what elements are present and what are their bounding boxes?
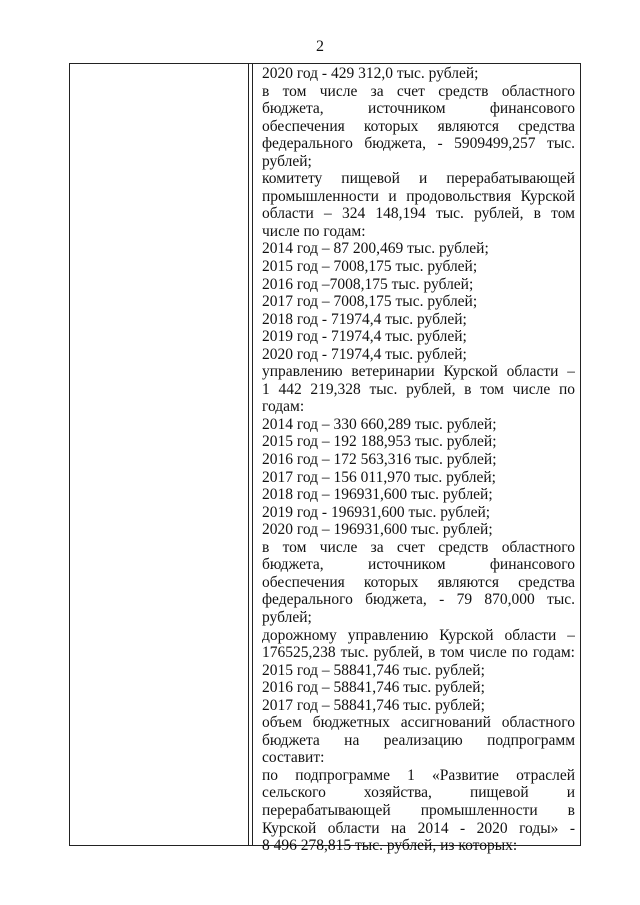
text-line: 2015 год – 7008,175 тыс. рублей; [262,258,478,276]
text-line: обеспечения которых являются средства [262,573,575,591]
text-line: промышленности и продовольствия Курской [262,187,575,205]
text-line: федерального бюджета, - 5909499,257 тыс. [262,135,575,153]
text-line: федерального бюджета, - 79 870,000 тыс. [262,591,575,609]
text-line: 2015 год – 192 188,953 тыс. рублей; [262,433,497,451]
text-line: комитету пищевой и перерабатывающей [262,170,575,188]
text-line: составит: [262,749,325,767]
text-line: 2016 год – 172 563,316 тыс. рублей; [262,451,497,469]
text-line: 2019 год - 71974,4 тыс. рублей; [262,328,467,346]
text-line: годам: [262,398,305,416]
text-line: 2017 год – 7008,175 тыс. рублей; [262,293,478,311]
column-divider-outer [248,64,249,845]
text-line: числе по годам: [262,222,366,240]
text-line: 2017 год – 156 011,970 тыс. рублей; [262,468,496,486]
text-line: 8 496 278,815 тыс. рублей, из которых: [262,837,518,855]
text-line: рублей; [262,152,312,170]
text-line: 2016 год –7008,175 тыс. рублей; [262,275,474,293]
text-line: бюджета на реализацию подпрограмм [262,731,575,749]
text-line: 2020 год - 71974,4 тыс. рублей; [262,345,467,363]
text-line: области – 324 148,194 тыс. рублей, в том [262,205,575,223]
text-line: 176525,238 тыс. рублей, в том числе по годам: [262,644,575,662]
text-line: 2017 год – 58841,746 тыс. рублей; [262,696,485,714]
text-line: 2019 год - 196931,600 тыс. рублей; [262,503,491,521]
text-line: в том числе за счет средств областного [262,82,575,100]
table-cell-text [262,65,575,855]
text-line: по подпрограмме 1 «Развитие отраслей [262,766,575,784]
text-line: объем бюджетных ассигнований областного [262,714,575,732]
page-number: 2 [316,38,324,55]
text-line: обеспечения которых являются средства [262,117,575,135]
text-line: 2014 год – 330 660,289 тыс. рублей; [262,415,497,433]
text-line: бюджета, источником финансового [262,100,575,118]
text-line: 2018 год – 196931,600 тыс. рублей; [262,486,493,504]
text-line: дорожному управлению Курской области – [262,626,575,644]
text-line: бюджета, источником финансового [262,556,575,574]
text-line: управлению ветеринарии Курской области – [262,363,575,381]
text-line: 2014 год – 87 200,469 тыс. рублей; [262,240,489,258]
document-table [69,63,581,855]
text-line: 2016 год – 58841,746 тыс. рублей; [262,679,485,697]
text-line: 2018 год - 71974,4 тыс. рублей; [262,310,467,328]
text-line: рублей; [262,608,312,626]
text-line: 2015 год – 58841,746 тыс. рублей; [262,661,485,679]
text-line: 2020 год – 196931,600 тыс. рублей; [262,521,493,539]
text-line: в том числе за счет средств областного [262,538,575,556]
text-line: перерабатывающей промышленности в [262,801,575,819]
column-divider-inner [252,64,253,845]
text-line: сельского хозяйства, пищевой и [262,784,575,802]
text-line: 1 442 219,328 тыс. рублей, в том числе по [262,380,575,398]
text-line: Курской области на 2014 - 2020 годы» - [262,819,575,837]
text-line: 2020 год - 429 312,0 тыс. рублей; [262,65,479,82]
